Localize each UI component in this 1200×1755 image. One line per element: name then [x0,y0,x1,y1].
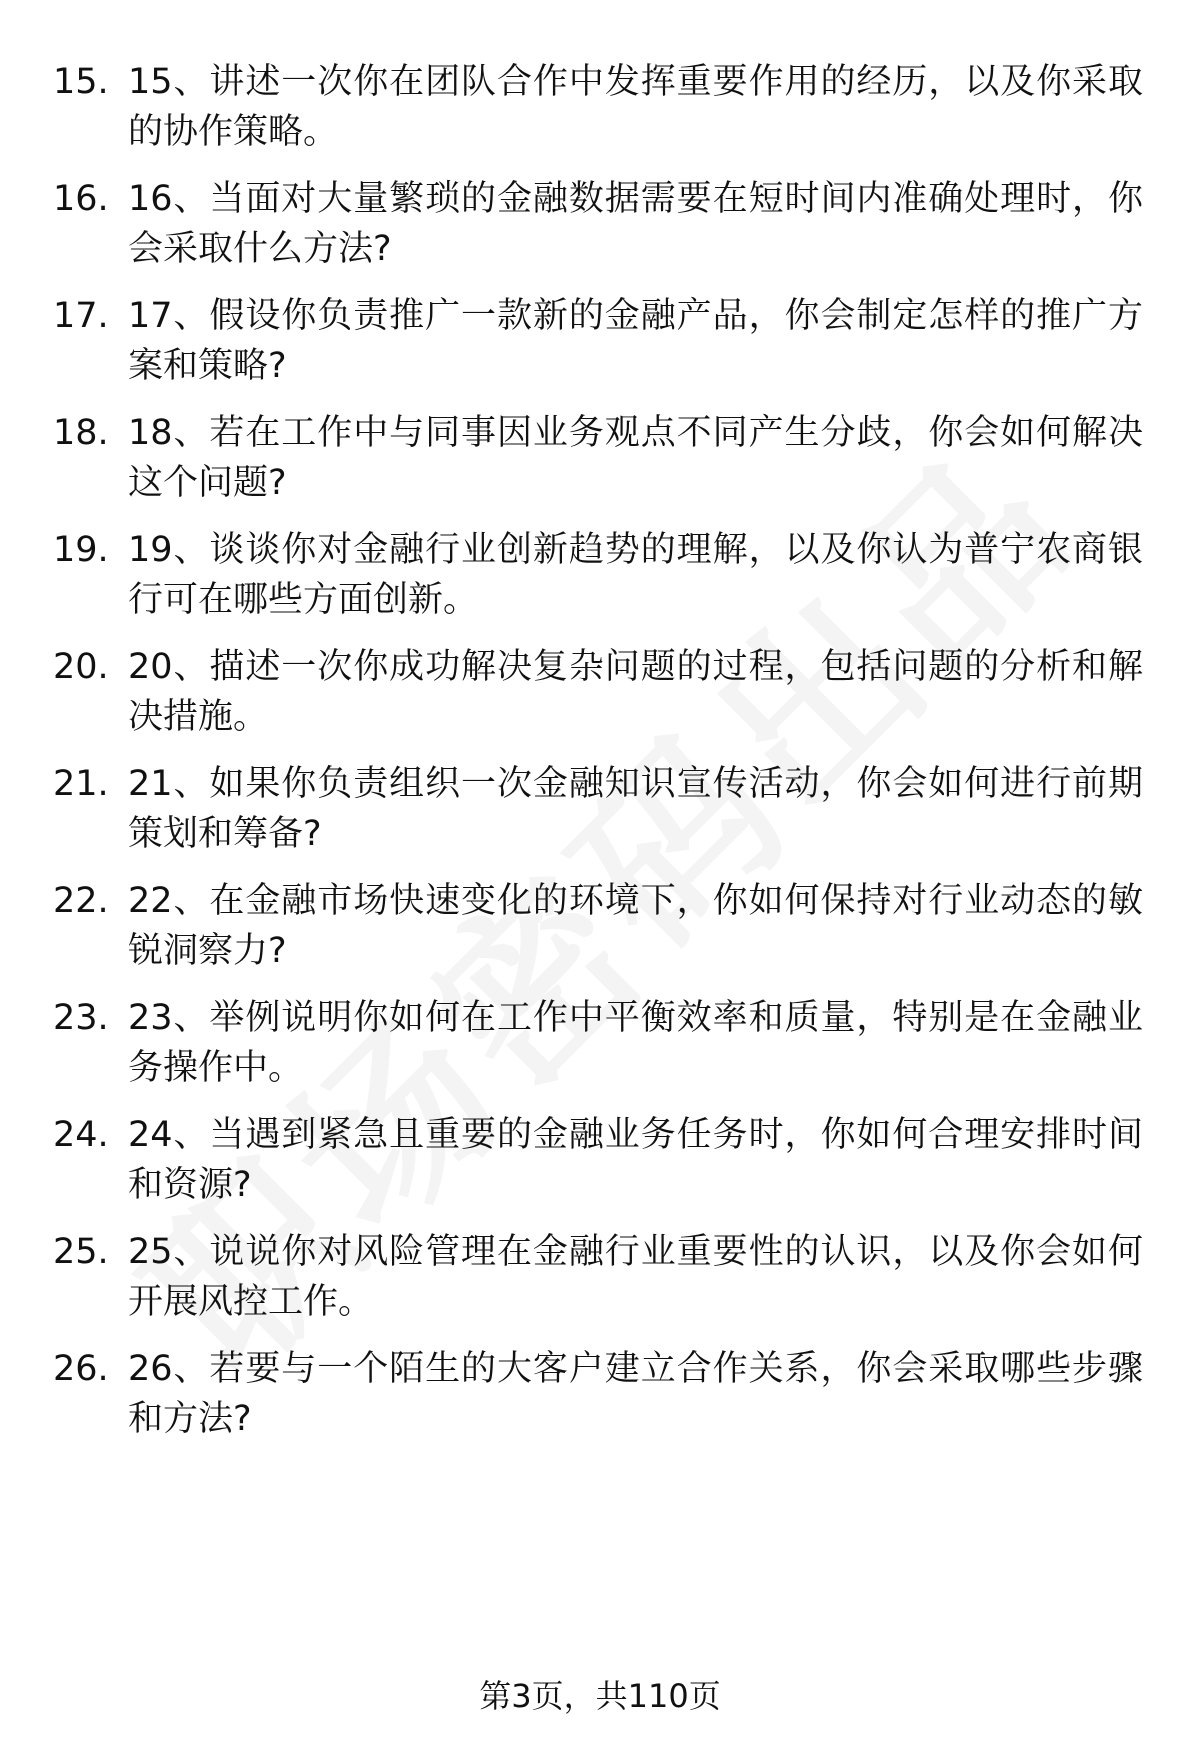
list-item [0,876,1200,976]
list-item [0,57,1200,157]
item-number: 21. [53,764,109,804]
item-text: 17、假设你负责推广一款新的金融产品，你会制定怎样的推广方案和策略? [128,296,1143,386]
list-item [0,993,1200,1093]
item-text: 18、若在工作中与同事因业务观点不同产生分歧，你会如何解决这个问题? [128,413,1143,503]
item-number: 16. [53,179,109,219]
item-number: 17. [53,296,109,336]
item-text: 25、说说你对风险管理在金融行业重要性的认识，以及你会如何开展风控工作。 [128,1232,1143,1322]
item-text: 16、当面对大量繁琐的金融数据需要在短时间内准确处理时，你会采取什么方法? [128,179,1143,269]
item-text: 22、在金融市场快速变化的环境下，你如何保持对行业动态的敏锐洞察力? [128,881,1143,971]
item-number: 15. [53,62,109,102]
page-footer: 第3页，共110页 [479,1677,721,1715]
list-item [0,174,1200,274]
item-text: 24、当遇到紧急且重要的金融业务任务时，你如何合理安排时间和资源? [128,1115,1143,1205]
item-number: 18. [53,413,109,453]
list-item [0,759,1200,859]
item-text: 21、如果你负责组织一次金融知识宣传活动，你会如何进行前期策划和筹备? [128,764,1143,854]
item-text: 19、谈谈你对金融行业创新趋势的理解，以及你认为普宁农商银行可在哪些方面创新。 [128,530,1143,620]
item-number: 26. [53,1349,109,1389]
item-number: 22. [53,881,109,921]
list-item [0,291,1200,391]
item-text: 15、讲述一次你在团队合作中发挥重要作用的经历，以及你采取的协作策略。 [128,62,1143,152]
item-number: 19. [53,530,109,570]
list-item [0,1344,1200,1444]
list-item [0,1110,1200,1210]
item-number: 25. [53,1232,109,1272]
item-number: 23. [53,998,109,1038]
list-item [0,408,1200,508]
list-item [0,525,1200,625]
item-text: 20、描述一次你成功解决复杂问题的过程，包括问题的分析和解决措施。 [128,647,1143,737]
list-item [0,642,1200,742]
item-text: 23、举例说明你如何在工作中平衡效率和质量，特别是在金融业务操作中。 [128,998,1143,1088]
list-item [0,1227,1200,1327]
item-number: 20. [53,647,109,687]
item-text: 26、若要与一个陌生的大客户建立合作关系，你会采取哪些步骤和方法? [128,1349,1143,1439]
item-number: 24. [53,1115,109,1155]
